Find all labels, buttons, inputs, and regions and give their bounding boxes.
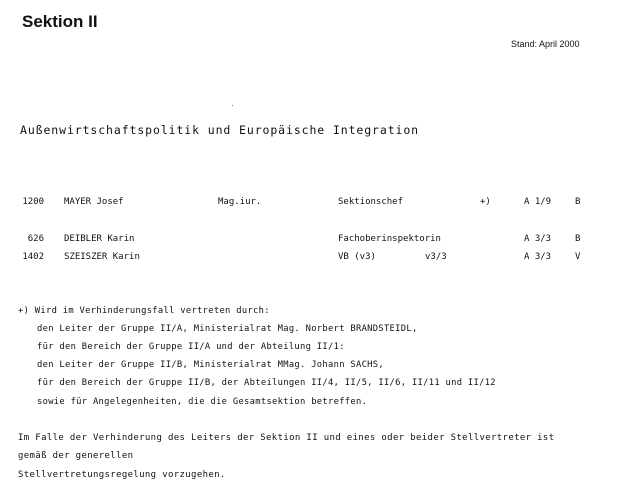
closing-line: Stellvertretungsregelung vorzugehen. bbox=[18, 470, 226, 480]
staff-name: SZEISZER Karin bbox=[64, 252, 140, 262]
section-heading: Außenwirtschaftspolitik und Europäische Integration bbox=[20, 123, 420, 137]
staff-position: VB (v3) bbox=[338, 252, 376, 262]
footnote-marker: +) bbox=[480, 197, 491, 207]
staff-flag: B bbox=[575, 197, 581, 207]
date-stamp: Stand: April 2000 bbox=[511, 39, 580, 49]
closing-line: gemäß der generellen bbox=[18, 451, 134, 461]
page-title: Sektion II bbox=[22, 12, 98, 31]
closing-line: Im Falle der Verhinderung des Leiters der Sektion II und eines oder beider Stellvertreter ist bbox=[18, 433, 555, 443]
staff-degree: Mag.iur. bbox=[218, 197, 262, 207]
staff-position: Fachoberinspektorin bbox=[338, 234, 441, 244]
staff-flag: B bbox=[575, 234, 581, 244]
staff-grade: A 3/3 bbox=[524, 234, 552, 244]
staff-grade: A 3/3 bbox=[524, 252, 552, 262]
staff-number: 626 bbox=[27, 234, 44, 244]
staff-number: 1200 bbox=[22, 197, 44, 207]
scan-speck bbox=[232, 105, 233, 106]
footnote-line: sowie für Angelegenheiten, die die Gesamtsektion betreffen. bbox=[37, 397, 368, 407]
staff-flag: V bbox=[575, 252, 581, 262]
footnote-line: für den Bereich der Gruppe II/B, der Abteilungen II/4, II/5, II/6, II/11 und II/12 bbox=[37, 378, 496, 388]
footnote-line: den Leiter der Gruppe II/A, Ministerialrat Mag. Norbert BRANDSTEIDL, bbox=[37, 324, 418, 334]
footnote-line: +) Wird im Verhinderungsfall vertreten durch: bbox=[18, 306, 270, 316]
staff-name: DEIBLER Karin bbox=[64, 234, 135, 244]
footnote-line: für den Bereich der Gruppe II/A und der Abteilung II/1: bbox=[37, 342, 345, 352]
staff-number: 1402 bbox=[22, 252, 44, 262]
staff-grade: A 1/9 bbox=[524, 197, 552, 207]
staff-name: MAYER Josef bbox=[64, 197, 124, 207]
staff-code: v3/3 bbox=[425, 252, 447, 262]
staff-position: Sektionschef bbox=[338, 197, 404, 207]
footnote-line: den Leiter der Gruppe II/B, Ministerialrat MMag. Johann SACHS, bbox=[37, 360, 384, 370]
